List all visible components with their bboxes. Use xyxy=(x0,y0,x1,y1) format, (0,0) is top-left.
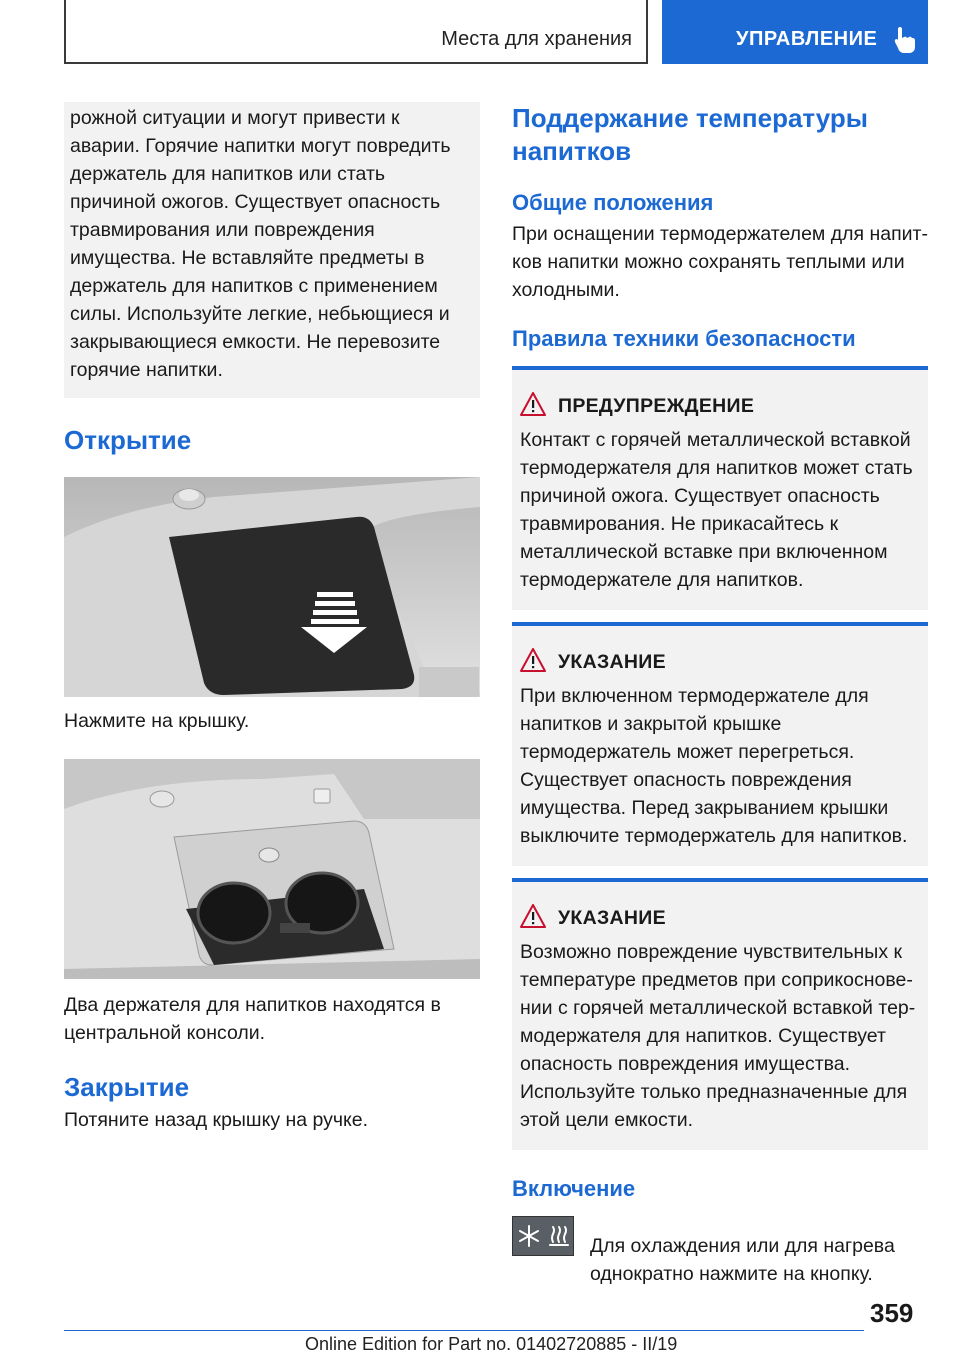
notice-box xyxy=(512,622,928,866)
switch-on-text: Для охлаждения или для нагрева однократно нажмите на кнопку. xyxy=(590,1234,895,1285)
footer-edition-text: Online Edition for Part no. 01402720885 - II/19 xyxy=(305,1334,678,1354)
header-section-tab xyxy=(64,0,648,64)
warning-text: Контакт с горячей металлической вставкой термодержателя для напитков может стать причиной ожога. Существует опасность травмирования. Не прикасайтесь к металлической вставке при включенном термодержателе для напитков. xyxy=(520,429,913,591)
switch-on-heading: Включение xyxy=(512,1176,636,1201)
notice-triangle-icon xyxy=(520,904,546,933)
heat-waves-icon xyxy=(549,1224,569,1248)
page-number: 359 xyxy=(870,1298,914,1328)
continued-warning-box xyxy=(64,102,480,398)
lid-press-photo xyxy=(64,477,480,697)
safety-heading: Правила техники безопасности xyxy=(512,326,856,351)
closing-text: Потяните назад крышку на ручке. xyxy=(64,1109,369,1131)
holders-caption: Два держателя для напитков находятся в центральной консоли. xyxy=(64,994,441,1044)
general-text: При оснащении термодержателем для напитков напитки можно сохранять теплыми или холодными. xyxy=(512,223,928,301)
warning-triangle-icon xyxy=(520,392,546,421)
general-heading: Общие положения xyxy=(512,190,714,215)
footer-rule xyxy=(64,1330,864,1331)
notice-triangle-icon xyxy=(520,648,546,677)
opening-heading: Открытие xyxy=(64,425,192,455)
main-heading: Поддержание температуры напитков xyxy=(512,103,868,166)
header-section-title: Места для хранения xyxy=(441,28,632,50)
warning-title: ПРЕДУПРЕЖДЕНИЕ xyxy=(558,394,755,417)
notice-title: УКАЗАНИЕ xyxy=(558,650,666,673)
closing-heading: Закрытие xyxy=(64,1072,190,1102)
continued-warning-text: рожной ситуации и могут привести к аварии. Горячие напитки могут повредить держатель для напитков или стать причиной ожогов. Существует опасность травмирования или повреждения имущества. Не вставляйте предметы в держатель для напитков с применением силы. Используйте легкие, небьющиеся и закрывающиеся емкости. Не перевозите горячие напитки. xyxy=(70,107,451,381)
warning-box xyxy=(512,366,928,610)
notice-text-2: Возможно повреждение чувствительных к температуре предметов при соприкосновении с горячей металлической вставкой термодержателя для напитков. Существует опасность повреждения имущества. Используйте только предназначенные для этой цели емкости. xyxy=(520,941,916,1131)
header-chapter-tab xyxy=(662,0,928,64)
snowflake-icon xyxy=(517,1224,541,1248)
notice-title-2: УКАЗАНИЕ xyxy=(558,906,666,929)
switch-on-row xyxy=(512,1212,928,1307)
header-chapter-title: УПРАВЛЕНИЕ xyxy=(736,28,878,50)
footer-edition xyxy=(305,1334,677,1355)
right-column xyxy=(512,102,928,1307)
cupholders-photo xyxy=(64,759,480,979)
pointing-hand-icon xyxy=(894,26,916,59)
notice-box-2 xyxy=(512,878,928,1150)
cooling-heating-button-icon xyxy=(512,1216,574,1256)
left-column xyxy=(64,102,480,1134)
notice-text: При включенном термодержателе для напитков и закрытой крышке термодержатель может перегреться. Существует опасность повреждения имущества. Перед закрыванием крышки выключите термодержатель для напитков. xyxy=(520,685,908,847)
press-caption: Нажмите на крышку. xyxy=(64,710,250,732)
